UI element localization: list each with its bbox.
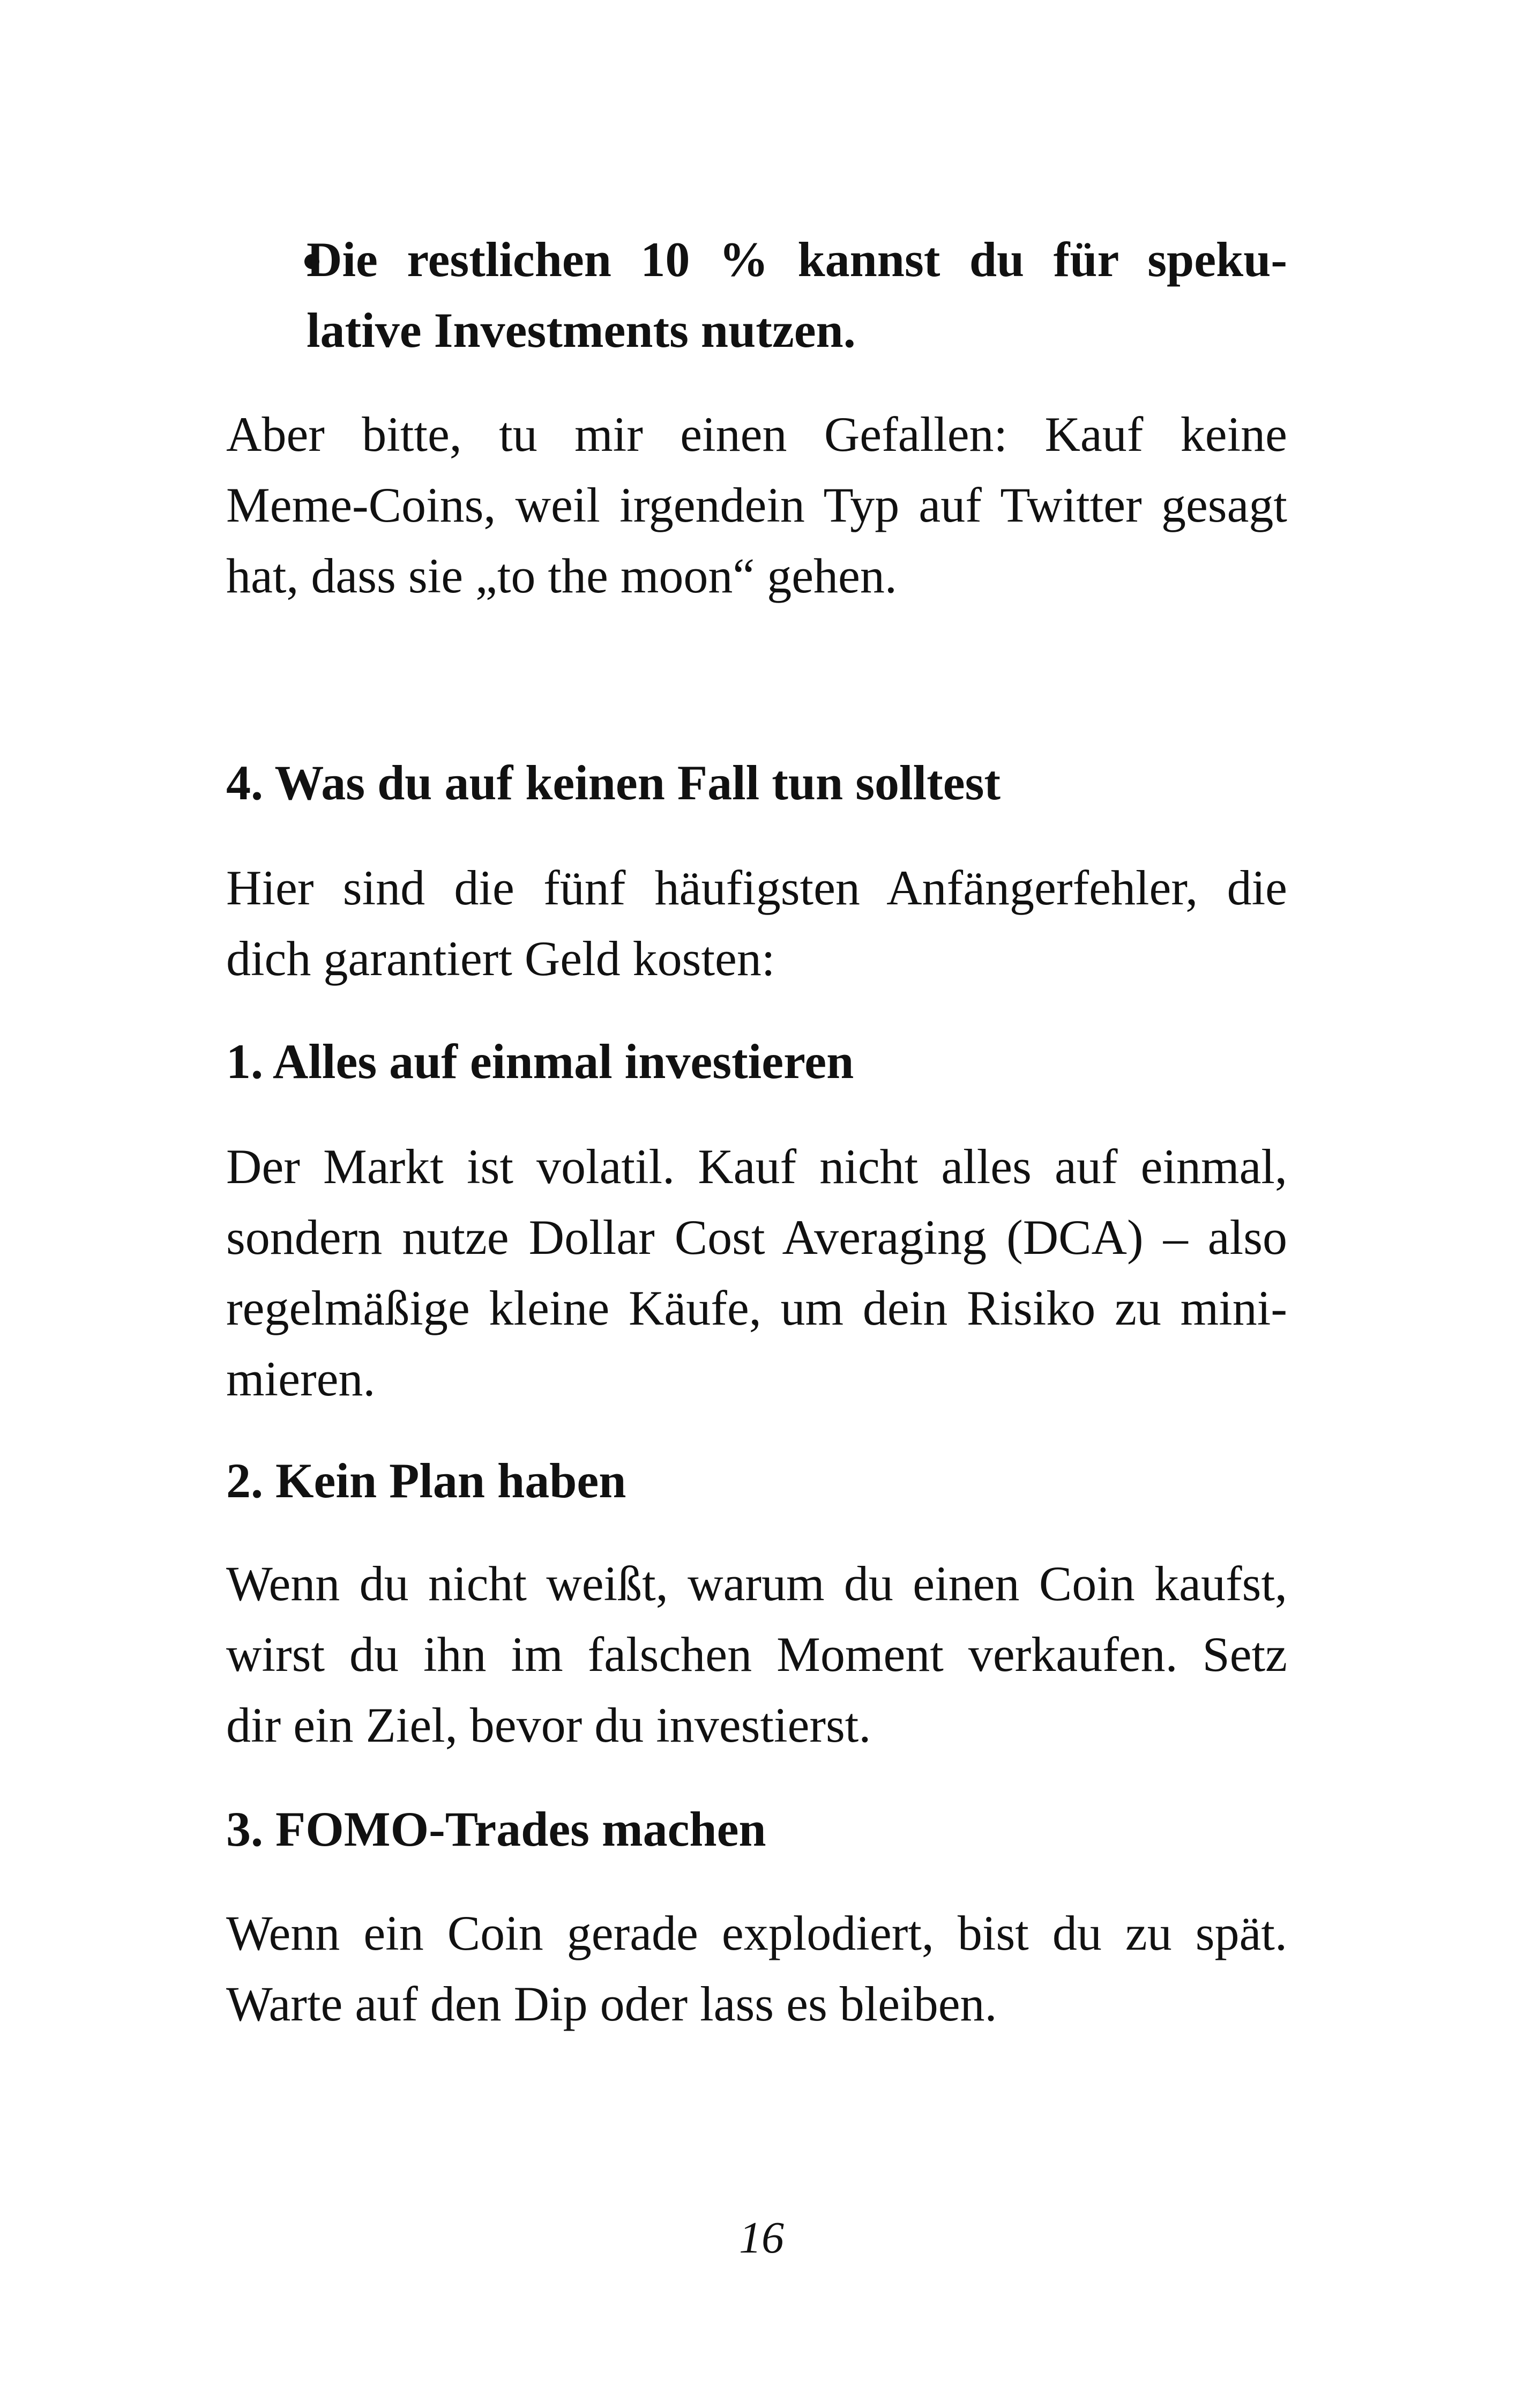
lead-line-2: dich garantiert Geld kosten:: [226, 931, 775, 986]
bullet-line-1: Die restlichen 10 % kannst du für speku-: [307, 232, 1287, 287]
mistake-2-line-3: dir ein Ziel, bevor du investierst.: [226, 1698, 871, 1752]
mistake-3-paragraph: [226, 1898, 1287, 2039]
intro-line-2: Meme-Coins, weil irgendein Typ auf Twitter gesagt: [226, 478, 1287, 532]
page-number: 16: [739, 2213, 784, 2263]
mistake-1-line-4: mieren.: [226, 1351, 376, 1406]
bullet-line-2: lative Investments nutzen.: [307, 303, 856, 358]
mistake-3-line-1: Wenn ein Coin gerade explodiert, bist du zu spät.: [226, 1906, 1287, 1960]
section-lead-paragraph: [226, 852, 1287, 994]
mistake-1-line-2: sondern nutze Dollar Cost Averaging (DCA) – also: [226, 1210, 1287, 1265]
mistake-3-line-2: Warte auf den Dip oder lass es bleiben.: [226, 1976, 997, 2031]
mistake-2-line-1: Wenn du nicht weißt, warum du einen Coin kaufst,: [226, 1556, 1287, 1611]
mistake-1-line-1: Der Markt ist volatil. Kauf nicht alles auf einmal,: [226, 1139, 1287, 1194]
mistake-2-paragraph: [226, 1548, 1287, 1760]
section-heading: 4. Was du auf keinen Fall tun solltest: [226, 755, 1001, 810]
lead-line-1: Hier sind die fünf häufigsten Anfängerfehler, die: [226, 860, 1287, 915]
mistake-1-heading: 1. Alles auf einmal investieren: [226, 1034, 854, 1089]
intro-paragraph: [226, 399, 1287, 611]
bullet-item: [307, 224, 1287, 366]
mistake-2-heading: 2. Kein Plan haben: [226, 1453, 626, 1508]
mistake-1-paragraph: [226, 1131, 1287, 1414]
mistake-1-line-3: regelmäßige kleine Käufe, um dein Risiko zu mini-: [226, 1281, 1287, 1335]
mistake-2-line-2: wirst du ihn im falschen Moment verkaufen. Setz: [226, 1627, 1287, 1682]
mistake-3-heading: 3. FOMO-Trades machen: [226, 1802, 766, 1856]
intro-line-3: hat, dass sie „to the moon“ gehen.: [226, 548, 897, 603]
intro-line-1: Aber bitte, tu mir einen Gefallen: Kauf keine: [226, 407, 1287, 462]
